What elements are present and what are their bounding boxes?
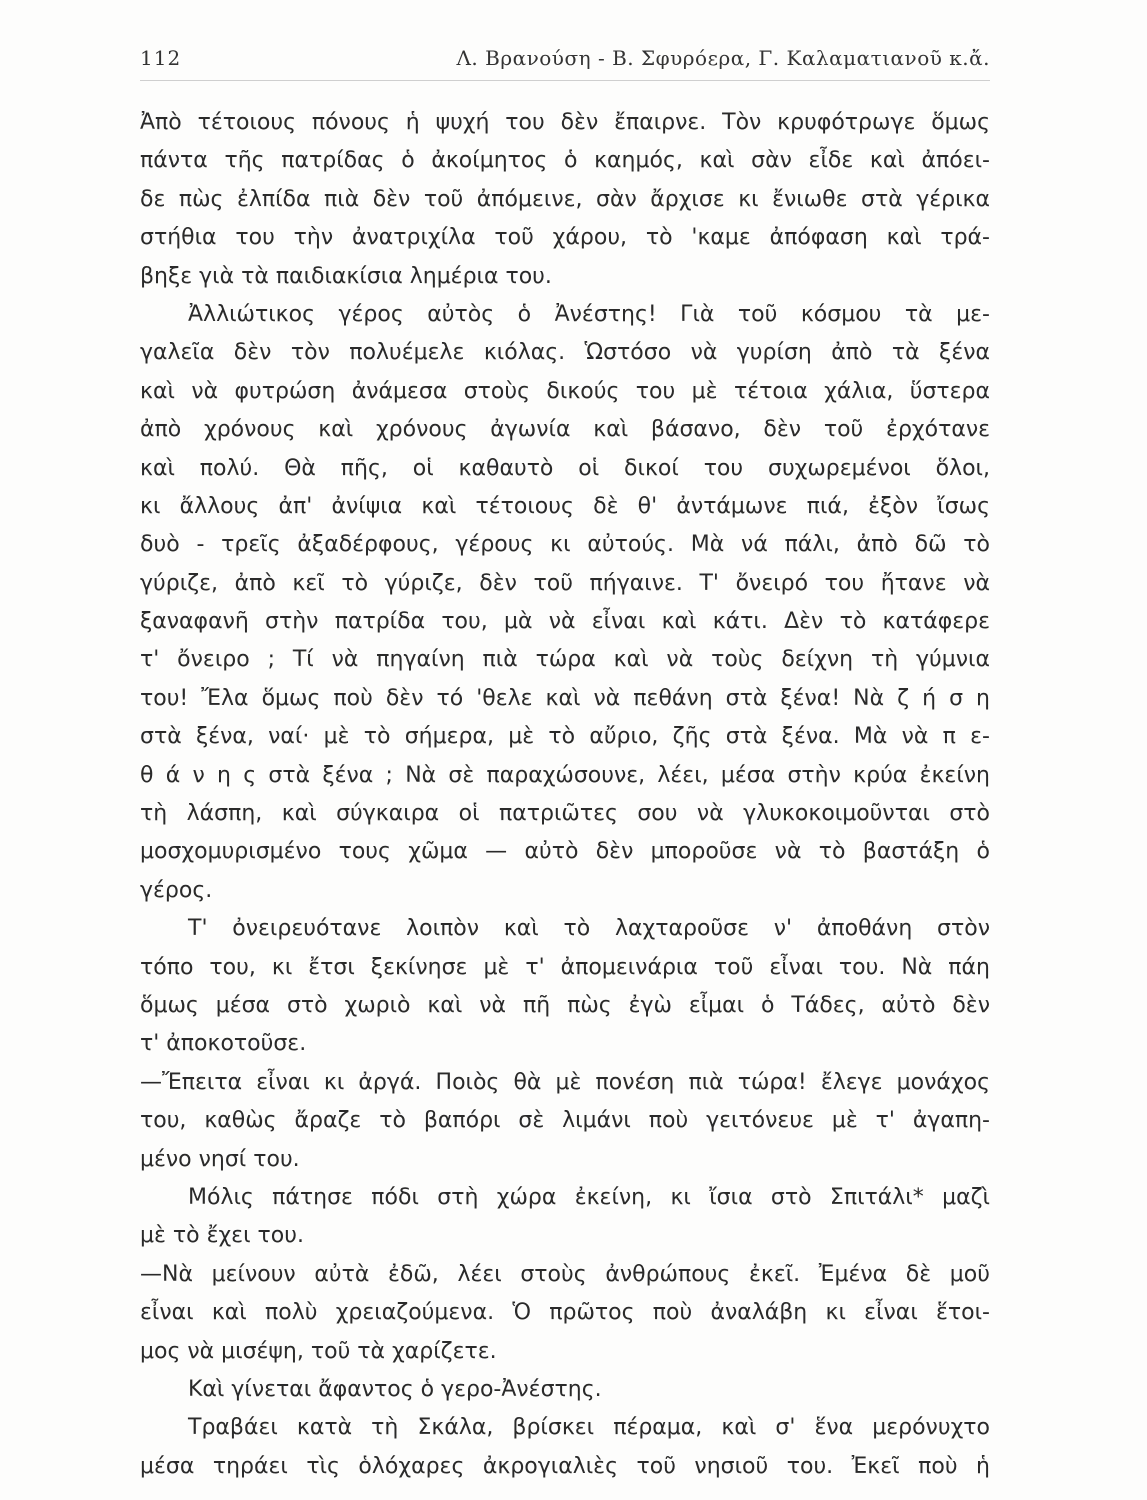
text-line: τόπο του, κι ἔτσι ξεκίνησε μὲ τ' ἀπομεινάρια τοῦ εἶναι του. Νὰ πάη bbox=[140, 954, 990, 980]
text-line: κι ἄλλους ἀπ' ἀνίψια καὶ τέτοιους δὲ θ' ἀντάμωνε πιά, ἐξὸν ἴσως bbox=[140, 493, 990, 519]
text-line: γαλεῖα δὲν τὸν πολυέμελε κιόλας. Ὡστόσο νὰ γυρίση ἀπὸ τὰ ξένα bbox=[140, 340, 990, 366]
text-line: Τ' ὀνειρευότανε λοιπὸν καὶ τὸ λαχταροῦσε ν' ἀποθάνη στὸν bbox=[188, 916, 990, 942]
text-line: —Ἔπειτα εἶναι κι ἀργά. Ποιὸς θὰ μὲ πονέση πιὰ τώρα! ἔλεγε μονάχος bbox=[140, 1069, 990, 1095]
text-line: —Νὰ μείνουν αὐτὰ ἐδῶ, λέει στοὺς ἀνθρώπους ἐκεῖ. Ἐμένα δὲ μοῦ bbox=[140, 1261, 990, 1287]
text-line: του! Ἔλα ὅμως ποὺ δὲν τό 'θελε καὶ νὰ πεθάνη στὰ ξένα! Νὰ ζ ή σ η bbox=[140, 685, 990, 711]
text-line: ἀπὸ χρόνους καὶ χρόνους ἀγωνία καὶ βάσανο, δὲν τοῦ ἐρχότανε bbox=[140, 417, 990, 443]
text-line: μοσχομυρισμένο τους χῶμα — αὐτὸ δὲν μποροῦσε νὰ τὸ βαστάξη ὁ bbox=[140, 839, 990, 865]
text-line: Τραβάει κατὰ τὴ Σκάλα, βρίσκει πέραμα, καὶ σ' ἕνα μερόνυχτο bbox=[188, 1415, 990, 1441]
text-line: καὶ πολύ. Θὰ πῆς, οἱ καθαυτὸ οἱ δικοί του συχωρεμένοι ὅλοι, bbox=[140, 455, 990, 481]
text-line: Μόλις πάτησε πόδι στὴ χώρα ἐκείνη, κι ἴσια στὸ Σπιτάλι* μαζὶ bbox=[188, 1184, 990, 1210]
body-text bbox=[140, 104, 990, 1486]
text-line: του, καθὼς ἄραζε τὸ βαπόρι σὲ λιμάνι ποὺ γειτόνευε μὲ τ' ἀγαπη- bbox=[140, 1108, 990, 1134]
text-line: στὰ ξένα, ναί· μὲ τὸ σήμερα, μὲ τὸ αὔριο, ζῆς στὰ ξένα. Μὰ νὰ π ε- bbox=[140, 724, 990, 750]
text-line: γέρος. bbox=[140, 877, 213, 903]
text-line: μέσα τηράει τὶς ὁλόχαρες ἀκρογιαλιὲς τοῦ νησιοῦ του. Ἐκεῖ ποὺ ἡ bbox=[140, 1453, 990, 1479]
text-line: μὲ τὸ ἔχει του. bbox=[140, 1223, 304, 1249]
text-line: τ' ὄνειρο ; Τί νὰ πηγαίνη πιὰ τώρα καὶ νὰ τοὺς δείχνη τὴ γύμνια bbox=[140, 647, 990, 673]
text-line: Ἀπὸ τέτοιους πόνους ἡ ψυχή του δὲν ἔπαιρνε. Τὸν κρυφότρωγε ὅμως bbox=[140, 110, 990, 135]
text-line: μος νὰ μισέψη, τοῦ τὰ χαρίζετε. bbox=[140, 1338, 497, 1364]
text-line: ὅμως μέσα στὸ χωριὸ καὶ νὰ πῆ πὼς ἐγὼ εἶμαι ὁ Τάδες, αὐτὸ δὲν bbox=[140, 992, 990, 1018]
text-line: καὶ νὰ φυτρώση ἀνάμεσα στοὺς δικούς του μὲ τέτοια χάλια, ὕστερα bbox=[140, 378, 990, 404]
page-header bbox=[140, 40, 990, 81]
text-line: τ' ἀποκοτοῦσε. bbox=[140, 1031, 307, 1057]
text-line: εἶναι καὶ πολὺ χρειαζούμενα. Ὁ πρῶτος ποὺ ἀναλάβη κι εἶναι ἕτοι- bbox=[140, 1300, 990, 1326]
text-line: δυὸ - τρεῖς ἀξαδέρφους, γέρους κι αὐτούς. Μὰ νά πάλι, ἀπὸ δῶ τὸ bbox=[140, 532, 990, 558]
text-line: Καὶ γίνεται ἄφαντος ὁ γερο-Ἀνέστης. bbox=[188, 1376, 602, 1402]
text-line: βηξε γιὰ τὰ παιδιακίσια λημέρια του. bbox=[140, 263, 552, 289]
page-number: 112 bbox=[140, 46, 182, 70]
text-line: θ ά ν η ς στὰ ξένα ; Νὰ σὲ παραχώσουνε, λέει, μέσα στὴν κρύα ἐκείνη bbox=[140, 762, 990, 788]
text-line: στήθια του τὴν ἀνατριχίλα τοῦ χάρου, τὸ 'καμε ἀπόφαση καὶ τρά- bbox=[140, 225, 990, 251]
text-line: πάντα τῆς πατρίδας ὁ ἀκοίμητος ὁ καημός, καὶ σὰν εἶδε καὶ ἀπόει- bbox=[140, 148, 990, 174]
text-line: τὴ λάσπη, καὶ σύγκαιρα οἱ πατριῶτες σου νὰ γλυκοκοιμοῦνται στὸ bbox=[140, 801, 990, 827]
text-line: Ἀλλιώτικος γέρος αὐτὸς ὁ Ἀνέστης! Γιὰ τοῦ κόσμου τὰ με- bbox=[188, 301, 990, 327]
text-line: γύριζε, ἀπὸ κεῖ τὸ γύριζε, δὲν τοῦ πήγαινε. Τ' ὄνειρό του ἤτανε νὰ bbox=[140, 570, 990, 596]
running-head: Λ. Βρανούση - Β. Σφυρόερα, Γ. Καλαματιανοῦ κ.ἄ. bbox=[456, 46, 990, 70]
text-line: δε πὼς ἐλπίδα πιὰ δὲν τοῦ ἀπόμεινε, σὰν ἄρχισε κι ἔνιωθε στὰ γέρικα bbox=[140, 186, 990, 212]
text-line: μένο νησί του. bbox=[140, 1146, 300, 1172]
text-line: ξαναφανῆ στὴν πατρίδα του, μὰ νὰ εἶναι καὶ κάτι. Δὲν τὸ κατάφερε bbox=[140, 609, 990, 635]
